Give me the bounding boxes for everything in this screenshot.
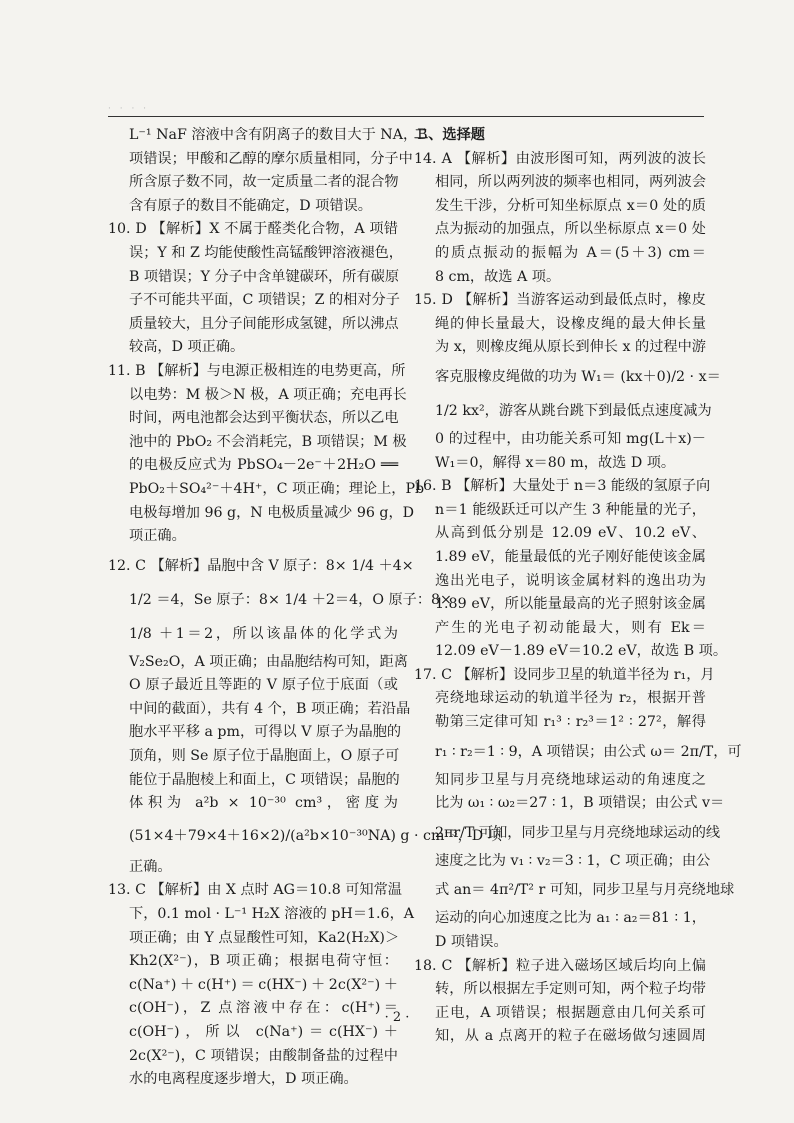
text-line: 13. C 【解析】由 X 点时 AG＝10.8 可知常温 <box>108 882 402 899</box>
text-line: 项错误；甲酸和乙醇的摩尔质量相同，分子中 <box>129 150 413 167</box>
text-line: 下，0.1 mol · L⁻¹ H₂X 溶液的 pH＝1.6，A <box>129 906 414 923</box>
text-line: O 原子最近且等距的 V 原子位于底面（或 <box>129 677 398 694</box>
text-line: 体积为 a²b × 10⁻³⁰ cm³，密度为 <box>129 795 398 812</box>
text-line: 为 x，则橡皮绳从原长到伸长 x 的过程中游 <box>435 339 706 356</box>
text-line: 含有原子的数目不能确定，D 项错误。 <box>129 197 372 214</box>
text-line: 项正确；由 Y 点显酸性可知，Ka2(H₂X)＞ <box>129 929 400 946</box>
text-line: 点为振动的加强点，所以坐标原点 x＝0 处 <box>435 221 706 238</box>
text-line: 顶角，则 Se 原子位于晶胞面上，O 原子可 <box>129 748 400 765</box>
text-line: 12. C 【解析】晶胞中含 V 原子：8× 1/4 ＋4× <box>108 557 414 574</box>
text-line: 亮绕地球运动的轨道半径为 r₂，根据开普 <box>435 690 706 707</box>
right-column <box>414 124 742 1049</box>
section-heading: 二、选择题 <box>414 127 485 143</box>
header-rule <box>108 116 704 117</box>
text-line: 14. A 【解析】由波形图可知，两列波的波长 <box>414 150 706 167</box>
text-line: n＝1 能级跃迁可以产生 3 种能量的光子， <box>435 501 706 518</box>
text-line: 项正确。 <box>129 528 186 545</box>
text-line: 电极每增加 96 g，N 电极质量减少 96 g，D <box>129 504 415 521</box>
text-line: 8 cm，故选 A 项。 <box>435 268 561 285</box>
text-line: 所含原子数不同，故一定质量二者的混合物 <box>129 174 399 191</box>
text-line: 水的电离程度逐步增大，D 项正确。 <box>129 1071 358 1088</box>
text-line: 1/8 ＋1＝2，所以该晶体的化学式为 <box>129 625 398 642</box>
text-line: 能位于晶胞棱上和面上，C 项错误；晶胞的 <box>129 771 400 788</box>
text-line: 速度之比为 v₁ ∶ v₂＝3 ∶ 1，C 项正确；由公 <box>435 852 711 869</box>
text-line: 池中的 PbO₂ 不会消耗完，B 项错误；M 极 <box>129 433 407 450</box>
text-line: 时间，两电池都会达到平衡状态，所以乙电 <box>129 410 399 427</box>
text-line: 1.89 eV，所以能量最高的光子照射该金属 <box>435 596 706 613</box>
text-line: 知同步卫星与月亮绕地球运动的角速度之 <box>435 771 706 788</box>
text-line: c(Na⁺)＋c(H⁺)＝c(HX⁻)＋2c(X²⁻)＋ <box>129 976 398 993</box>
text-line: c(OH⁻)，所以 c(Na⁺)＝c(HX⁻)＋ <box>129 1024 398 1040</box>
text-line: 产生的光电子初动能最大，则有 Ek＝ <box>435 619 706 636</box>
text-line: PbO₂＋SO₄²⁻＋4H⁺，C 项正确；理论上，Pb <box>129 480 425 497</box>
text-line: c(OH⁻)，Z 点溶液中存在：c(H⁺)＝ <box>129 1000 398 1017</box>
text-line: 的电极反应式为 PbSO₄－2e⁻＋2H₂O ══ <box>129 457 398 474</box>
text-line: B 项错误；Y 分子中含单键碳环，所有碳原 <box>129 268 400 285</box>
text-line: r₁ ∶ r₂＝1 ∶ 9，A 项错误；由公式 ω＝ 2π/T，可 <box>435 743 742 760</box>
text-line: 运动的向心加速度之比为 a₁ ∶ a₂＝81 ∶ 1， <box>435 910 706 927</box>
text-line: 2πr/T 可知，同步卫星与月亮绕地球运动的线 <box>435 824 721 841</box>
page-number: · 2 · <box>384 1010 410 1025</box>
text-line: 17. C 【解析】设同步卫星的轨道半径为 r₁，月 <box>414 666 715 683</box>
text-line: 1/2 ＝4，Se 原子：8× 1/4 ＋2＝4，O 原子：8× <box>129 591 452 608</box>
text-line: 客克服橡皮绳做的功为 W₁＝ (kx＋0)/2 · x＝ <box>435 368 721 385</box>
text-line: 发生干涉，分析可知坐标原点 x＝0 处的质 <box>435 197 706 214</box>
text-line: 误；Y 和 Z 均能使酸性高锰酸钾溶液褪色， <box>129 244 403 261</box>
text-line: 16. B 【解析】大量处于 n＝3 能级的氢原子向 <box>414 478 711 495</box>
text-line: W₁＝0，解得 x＝80 m，故选 D 项。 <box>435 454 676 471</box>
text-line: 胞水平平移 a pm，可得以 V 原子为晶胞的 <box>129 724 402 741</box>
text-line: (51×4＋79×4＋16×2)/(a²b×10⁻³⁰NA) g · cm⁻³，D 项 <box>129 827 502 844</box>
text-line: 相同，所以两列波的频率也相同，两列波会 <box>435 174 706 191</box>
text-line: 0 的过程中，由功能关系可知 mg(L＋x)－ <box>435 430 706 447</box>
text-line: 的质点振动的振幅为 A＝(5＋3) cm＝ <box>435 244 706 261</box>
text-line: 转，所以根据左手定则可知，两个粒子均带 <box>435 981 706 998</box>
text-line: 子不可能共平面，C 项错误；Z 的相对分子 <box>129 292 400 309</box>
text-line: 1.89 eV，能量最低的光子刚好能使该金属 <box>435 548 706 565</box>
text-line: 15. D 【解析】当游客运动到最低点时，橡皮 <box>414 292 706 309</box>
text-line: Kh2(X²⁻)，B 项正确；根据电荷守恒： <box>129 953 398 970</box>
text-line: 以电势：M 极＞N 极，A 项正确；充电再长 <box>129 386 407 403</box>
text-line: 1/2 kx²，游客从跳台跳下到最低点速度减为 <box>435 402 712 419</box>
text-line: 比为 ω₁ ∶ ω₂＝27 ∶ 1，B 项错误；由公式 v＝ <box>435 795 725 812</box>
text-line: 从高到低分别是 12.09 eV、10.2 eV、 <box>435 525 706 542</box>
text-line: 正确。 <box>129 858 172 875</box>
text-line: V₂Se₂O，A 项正确；由晶胞结构可知，距离 <box>129 653 408 670</box>
text-line: 11. B 【解析】与电源正极相连的电势更高，所 <box>108 362 406 379</box>
text-line: 勒第三定律可知 r₁³ ∶ r₂³＝1² ∶ 27²，解得 <box>435 714 706 731</box>
text-line: L⁻¹ NaF 溶液中含有阴离子的数目大于 NA，B <box>129 127 428 143</box>
text-line: 逸出光电子，说明该金属材料的逸出功为 <box>435 572 706 589</box>
text-line: D 项错误。 <box>435 934 508 951</box>
text-line: 12.09 eV－1.89 eV＝10.2 eV，故选 B 项。 <box>435 643 728 660</box>
text-line: 18. C 【解析】粒子进入磁场区域后均向上偏 <box>414 957 706 974</box>
text-line: 较高，D 项正确。 <box>129 339 245 356</box>
text-line: 2c(X²⁻)，C 项错误；由酸制备盐的过程中 <box>129 1047 398 1064</box>
text-line: 式 an＝ 4π²/T² r 可知，同步卫星与月亮绕地球 <box>435 882 735 899</box>
header-dots: · · · · <box>108 104 150 114</box>
text-line: 质量较大，且分子间能形成氢键，所以沸点 <box>129 315 399 332</box>
text-line: 中间的截面），共有 4 个，B 项正确；若沿晶 <box>129 700 411 717</box>
text-line: 知，从 a 点离开的粒子在磁场做匀速圆周 <box>435 1028 706 1045</box>
text-line: 绳的伸长量最大，设橡皮绳的最大伸长量 <box>435 315 706 332</box>
text-line: 正电，A 项错误；根据题意由几何关系可 <box>435 1004 706 1021</box>
text-line: 10. D 【解析】X 不属于醛类化合物，A 项错 <box>108 221 398 238</box>
